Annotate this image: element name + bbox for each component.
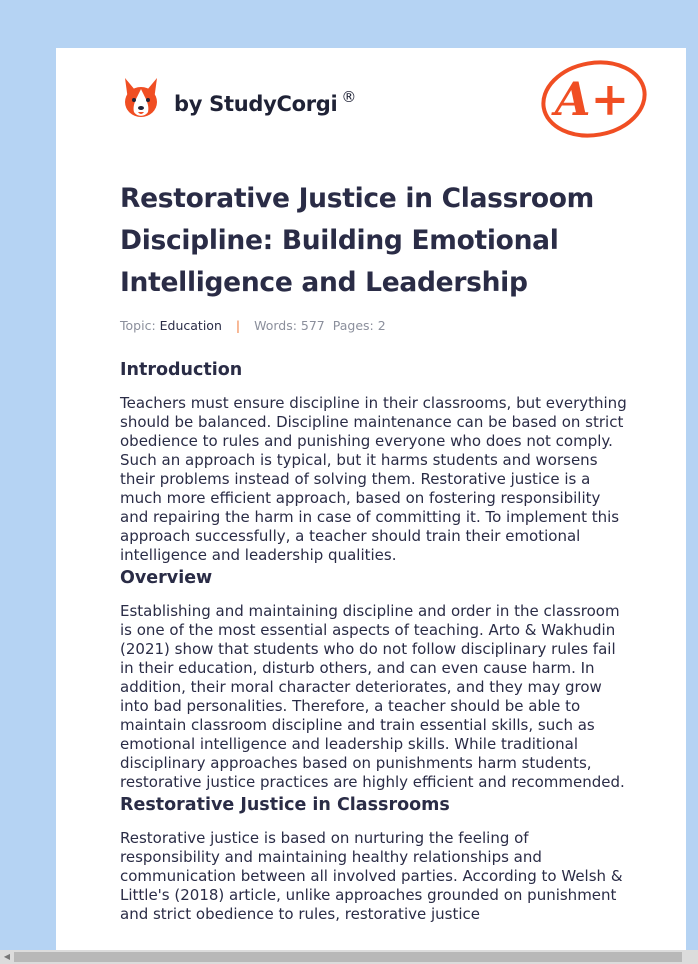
- section-heading-restorative-justice: Restorative Justice in Classrooms: [120, 795, 450, 815]
- topic-link[interactable]: Education: [159, 318, 222, 333]
- section-text-overview: Establishing and maintaining discipline and order in the classroom is one of the most essential aspects of teaching. Arto & Wakhudin (2021) show that students who do not follow disciplinary rules fail in their education, disturb others, and can even cause harm. In addition, their moral character deteriorates, and they may grow into bad personalities. Therefore, a teacher should be able to maintain classroom discipline and train essential skills, such as emotional intelligence and leadership skills. While traditional disciplinary approaches based on punishments harm students, restorative justice practices are highly efficient and recommended.: [120, 602, 625, 791]
- article-meta: [120, 318, 632, 333]
- words-count: 577: [300, 318, 325, 333]
- article-title: Restorative Justice in Classroom Discipline: Building Emotional Intelligence and Leadership: [120, 183, 594, 298]
- section-heading-introduction: Introduction: [120, 360, 243, 380]
- section-text-restorative-justice: Restorative justice is based on nurturing the feeling of responsibility and maintaining healthy relationships and communication between all involved parties. According to Welsh & Little's (2018) article, unlike approaches grounded on punishment and strict obedience to rules, restorative justice: [120, 829, 623, 923]
- pages-count: 2: [377, 318, 386, 333]
- document-page: [56, 48, 686, 950]
- topic-label: Topic:: [120, 318, 156, 333]
- brand-name: by StudyCorgi ®: [174, 88, 357, 116]
- pages-label: Pages:: [332, 318, 374, 333]
- scroll-left-arrow-icon[interactable]: ◀: [3, 952, 11, 961]
- horizontal-scrollbar[interactable]: [0, 950, 698, 964]
- a-plus-grade-icon: [538, 58, 650, 140]
- scrollbar-thumb[interactable]: [14, 952, 682, 962]
- words-label: Words:: [254, 318, 297, 333]
- article: [120, 178, 632, 924]
- section-text-introduction: Teachers must ensure discipline in their classrooms, but everything should be balanced. Discipline maintenance can be based on strict obedience to rules and punishing everyone who does not comply. Such an approach is typical, but it harms students and worsens their problems instead of solving them. Restorative justice is a much more efficient approach, based on fostering responsibility and repairing the harm in case of committing it. To implement this approach successfully, a teacher should train their emotional intelligence and leadership qualities.: [120, 394, 627, 564]
- section-heading-overview: Overview: [120, 568, 213, 588]
- studycorgi-logo[interactable]: [122, 76, 356, 120]
- meta-separator: |: [235, 318, 241, 333]
- corgi-logo-icon: [122, 76, 160, 120]
- svg-text:A+: A+: [554, 72, 630, 126]
